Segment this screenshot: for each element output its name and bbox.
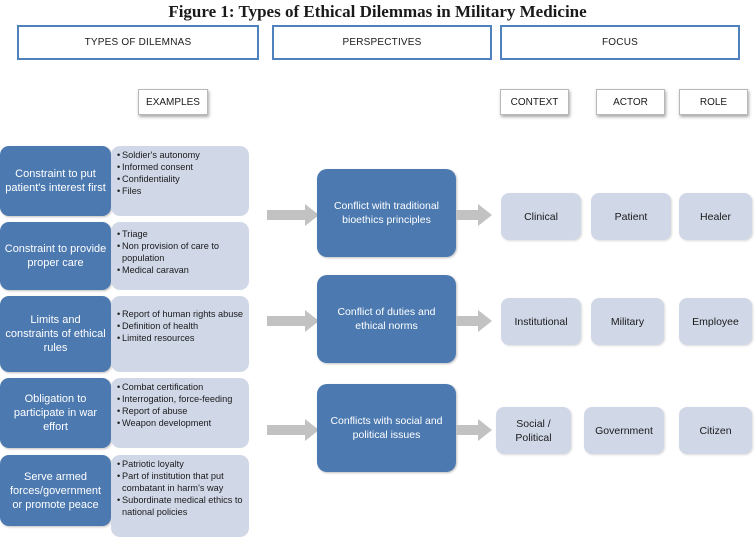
example-item: • Files bbox=[117, 185, 245, 197]
context-box: Institutional bbox=[501, 298, 581, 345]
figure-title: Figure 1: Types of Ethical Dilemmas in Military Medicine bbox=[168, 2, 587, 21]
dilemma-type: Limits and constraints of ethical rules bbox=[0, 296, 111, 372]
context-box: Clinical bbox=[501, 193, 581, 240]
dilemma-examples bbox=[111, 146, 249, 216]
example-item: • Informed consent bbox=[117, 161, 245, 173]
arrow-right-icon bbox=[456, 419, 494, 439]
example-item: • Confidentiality bbox=[117, 173, 245, 185]
example-item: • Limited resources bbox=[117, 332, 245, 344]
dilemma-examples bbox=[111, 296, 249, 372]
example-item: • Report of abuse bbox=[117, 405, 245, 417]
dilemma-type: Serve armed forces/government or promote peace bbox=[0, 455, 111, 526]
role-box: Healer bbox=[679, 193, 752, 240]
perspective-box: Conflicts with social and political issues bbox=[317, 384, 456, 472]
header-perspectives: PERSPECTIVES bbox=[272, 25, 492, 60]
example-item: • Part of institution that put combatant in harm's way bbox=[117, 470, 245, 494]
example-item: • Patriotic loyalty bbox=[117, 458, 245, 470]
dilemma-type: Obligation to participate in war effort bbox=[0, 378, 111, 448]
dilemma-type: Constraint to provide proper care bbox=[0, 222, 111, 290]
example-item: • Subordinate medical ethics to national policies bbox=[117, 494, 245, 518]
arrow-right-icon bbox=[456, 310, 494, 330]
arrow-right-icon bbox=[456, 204, 494, 224]
example-item: • Definition of health bbox=[117, 320, 245, 332]
subheader-examples: EXAMPLES bbox=[138, 89, 208, 115]
arrow-right-icon bbox=[267, 204, 319, 224]
example-item: • Non provision of care to population bbox=[117, 240, 245, 264]
dilemma-type: Constraint to put patient's interest first bbox=[0, 146, 111, 216]
arrow-right-icon bbox=[267, 310, 319, 330]
example-item: • Interrogation, force-feeding bbox=[117, 393, 245, 405]
subheader-context: CONTEXT bbox=[500, 89, 569, 115]
context-box: Social / Political bbox=[496, 407, 571, 454]
example-item: • Soldier's autonomy bbox=[117, 149, 245, 161]
role-box: Employee bbox=[679, 298, 752, 345]
actor-box: Government bbox=[584, 407, 664, 454]
arrow-right-icon bbox=[267, 419, 319, 439]
subheader-role: ROLE bbox=[679, 89, 748, 115]
actor-box: Military bbox=[591, 298, 664, 345]
perspective-box: Conflict of duties and ethical norms bbox=[317, 275, 456, 363]
perspective-box: Conflict with traditional bioethics principles bbox=[317, 169, 456, 257]
dilemma-examples bbox=[111, 455, 249, 537]
example-item: • Triage bbox=[117, 228, 245, 240]
dilemma-examples bbox=[111, 378, 249, 448]
example-item: • Medical caravan bbox=[117, 264, 245, 276]
example-item: • Weapon development bbox=[117, 417, 245, 429]
header-focus: FOCUS bbox=[500, 25, 740, 60]
example-item: • Combat certification bbox=[117, 381, 245, 393]
example-item: • Report of human rights abuse bbox=[117, 308, 245, 320]
subheader-actor: ACTOR bbox=[596, 89, 665, 115]
header-types-of-dilemmas: TYPES OF DILEMNAS bbox=[17, 25, 259, 60]
dilemma-examples bbox=[111, 222, 249, 290]
role-box: Citizen bbox=[679, 407, 752, 454]
actor-box: Patient bbox=[591, 193, 671, 240]
